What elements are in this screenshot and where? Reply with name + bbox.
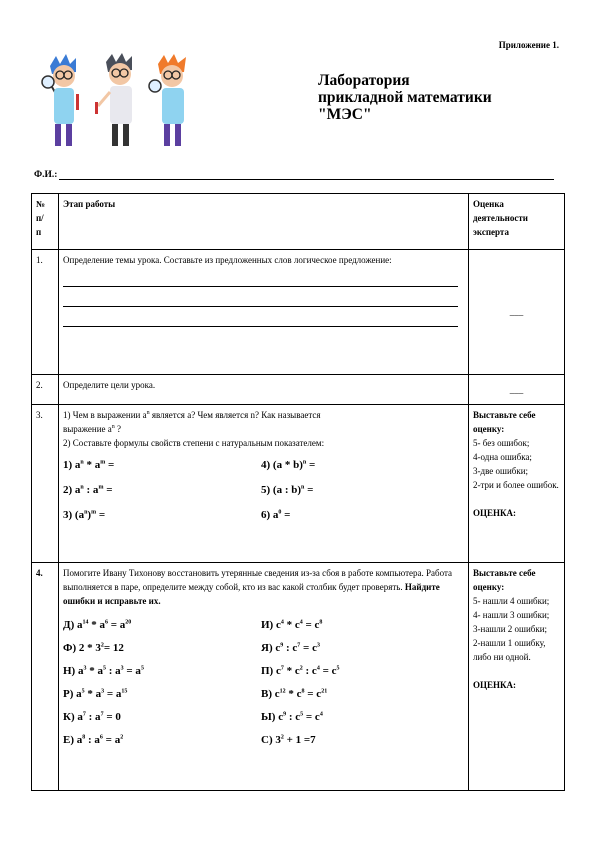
- exponent: 21: [321, 688, 328, 695]
- task-instruction: Найдите ошибки и исправьте их.: [63, 582, 440, 606]
- row-number: 1.: [32, 250, 59, 375]
- formula-part: =: [306, 459, 316, 471]
- equation-letter: С): [261, 734, 273, 746]
- equation-part: = 0: [103, 711, 121, 723]
- equation-item: [63, 664, 261, 678]
- exponent: 20: [125, 619, 132, 626]
- header-num-line: п/: [36, 213, 44, 223]
- header-num-line: п: [36, 227, 42, 237]
- row-grade: ___: [469, 375, 565, 405]
- table-row: [32, 250, 565, 375]
- formula-part: =: [103, 484, 113, 496]
- row-grade: [469, 405, 565, 563]
- equations-grid: [63, 618, 464, 747]
- exponent: 5: [102, 665, 106, 672]
- equation-part: c: [274, 688, 280, 700]
- equation-letter: Ф): [63, 642, 77, 654]
- equation-part: a: [76, 688, 82, 700]
- formula-part: =: [96, 509, 106, 521]
- answer-line[interactable]: [63, 267, 458, 287]
- exponent: 8: [301, 688, 305, 695]
- formula-6[interactable]: [261, 508, 461, 522]
- exponent: 7: [82, 711, 86, 718]
- grade-intro: Выставьте себе оценку:: [473, 568, 536, 592]
- grade-line: 3-нашли 2 ошибки;: [473, 624, 548, 634]
- table-row: [32, 375, 565, 405]
- equation-letter: Я): [261, 642, 273, 654]
- formula-part: 5) (a : b): [261, 484, 302, 496]
- exponent: 3: [83, 665, 87, 672]
- equation-item: [261, 641, 461, 655]
- row-number: 2.: [32, 375, 59, 405]
- equation-item: [63, 710, 261, 724]
- equation-letter: И): [261, 619, 274, 631]
- equation-item: [63, 641, 261, 655]
- equation-part: a: [77, 711, 83, 723]
- grade-line: 4- нашли 3 ошибки;: [473, 610, 550, 620]
- grade-label: ОЦЕНКА:: [473, 508, 517, 518]
- equation-part: : c: [286, 711, 301, 723]
- question-text: ?: [114, 424, 122, 434]
- equation-part: 2 * 3: [78, 642, 101, 654]
- appendix-label: Приложение 1.: [498, 40, 559, 50]
- scientist-kid-orange: [149, 54, 186, 146]
- exponent: 8: [82, 734, 86, 741]
- topic-task-text: Определение темы урока. Составьте из предложенных слов логическое предложение:: [63, 255, 392, 265]
- formula-3[interactable]: [63, 508, 261, 522]
- exponent: 12: [279, 688, 286, 695]
- equation-part: * c: [283, 619, 300, 631]
- exponent: m: [98, 484, 104, 491]
- formula-part: 4) (a * b): [261, 459, 303, 471]
- equation-part: + 1 =7: [283, 734, 316, 746]
- question-2: 2) Составьте формулы свойств степени с натуральным показателем:: [63, 438, 325, 448]
- equation-part: = c: [300, 642, 317, 654]
- exponent: 6: [99, 734, 103, 741]
- equation-part: = a: [102, 734, 121, 746]
- equation-part: = a: [123, 665, 141, 677]
- equation-part: c: [275, 642, 281, 654]
- lab-title-line: прикладной математики: [318, 89, 492, 106]
- exponent: 7: [100, 711, 104, 718]
- grade-line: 2-нашли 1 ошибку, либо ни одной.: [473, 638, 546, 662]
- grade-label: ОЦЕНКА:: [473, 680, 517, 690]
- grade-line: 4-одна ошибка;: [473, 452, 532, 462]
- equation-letter: Д): [63, 619, 75, 631]
- equation-part: a: [76, 619, 83, 631]
- answer-line[interactable]: [63, 307, 458, 327]
- exponent: 14: [82, 619, 89, 626]
- equation-part: = a: [107, 619, 126, 631]
- equation-letter: Е): [63, 734, 74, 746]
- question-1-cont: [63, 422, 464, 436]
- table-row: [32, 563, 565, 791]
- formula-2[interactable]: [63, 483, 261, 497]
- exponent: 7: [297, 642, 301, 649]
- formula-4[interactable]: [261, 458, 461, 472]
- exponent: 5: [336, 665, 340, 672]
- grade-line: 5- нашли 4 ошибки;: [473, 596, 550, 606]
- question-text: 1) Чем в выражении a: [63, 410, 147, 420]
- equation-part: = c: [304, 688, 322, 700]
- error-task-text: [63, 566, 464, 608]
- formula-part: : a: [83, 484, 99, 496]
- exponent: 4: [316, 665, 320, 672]
- equation-part: : c: [302, 665, 317, 677]
- equation-part: * a: [88, 619, 105, 631]
- equation-part: : a: [85, 711, 101, 723]
- exponent: 6: [104, 619, 108, 626]
- table-header-row: [32, 194, 565, 250]
- equation-part: = a: [104, 688, 122, 700]
- exponent: n: [80, 459, 84, 466]
- equation-part: * c: [285, 688, 302, 700]
- formula-part: =: [105, 459, 115, 471]
- header-stage: Этап работы: [59, 194, 469, 250]
- equation-item: [63, 733, 261, 747]
- exponent: 7: [280, 665, 284, 672]
- table-row: [32, 405, 565, 563]
- exponent: 2: [280, 734, 284, 741]
- equation-part: c: [275, 619, 281, 631]
- lab-title-line: Лаборатория: [318, 72, 410, 89]
- question-text: является a? Чем является n? Как называется: [149, 410, 321, 420]
- exponent: 9: [280, 642, 284, 649]
- equation-part: : a: [105, 665, 121, 677]
- formula-1[interactable]: [63, 458, 261, 472]
- equation-part: = 12: [103, 642, 124, 654]
- exponent: 0: [278, 509, 282, 516]
- formula-part: 6) a: [261, 509, 279, 521]
- formula-part: =: [304, 484, 314, 496]
- lab-title-line: "МЭС": [318, 106, 372, 123]
- question-text: выражение a: [63, 424, 112, 434]
- exponent: 3: [316, 642, 320, 649]
- exponent: n: [111, 424, 115, 430]
- exponent: 5: [140, 665, 144, 672]
- row-stage: [59, 405, 469, 563]
- exponent: n: [301, 484, 305, 491]
- exponent: 3: [101, 688, 105, 695]
- header-num: [32, 194, 59, 250]
- equation-part: : a: [85, 734, 100, 746]
- exponent: 15: [121, 688, 128, 695]
- row-stage: [59, 563, 469, 791]
- equation-part: a: [77, 665, 84, 677]
- exponent: n: [146, 410, 150, 416]
- equation-part: c: [275, 665, 281, 677]
- formula-5[interactable]: [261, 483, 461, 497]
- exponent: 8: [319, 619, 323, 626]
- equation-letter: В): [261, 688, 272, 700]
- exponent: m: [100, 459, 106, 466]
- equation-item: [261, 710, 461, 724]
- row-stage: [59, 250, 469, 375]
- exponent: 5: [81, 688, 85, 695]
- equation-part: 3: [275, 734, 281, 746]
- row-grade: ___: [469, 250, 565, 375]
- exponent: n: [302, 459, 307, 466]
- equation-letter: Н): [63, 665, 76, 677]
- equation-part: * a: [84, 688, 102, 700]
- equation-letter: Р): [63, 688, 74, 700]
- fio-label: Ф.И.:: [34, 170, 58, 180]
- formula-part: 3) (a: [63, 509, 85, 521]
- scientist-kid-dark: [95, 53, 132, 146]
- formula-part: 2) a: [63, 484, 81, 496]
- formula-part: ): [87, 509, 92, 521]
- exponent: n: [84, 509, 88, 516]
- equation-part: = c: [302, 619, 320, 631]
- fio-field[interactable]: [34, 170, 554, 180]
- scientist-kid-blue: [42, 54, 79, 146]
- row-stage: Определите цели урока.: [59, 375, 469, 405]
- exponent: 5: [300, 711, 304, 718]
- answer-line[interactable]: [63, 287, 458, 307]
- equation-item: [261, 733, 461, 747]
- worksheet-table: [31, 193, 565, 791]
- equation-part: : c: [283, 642, 298, 654]
- formula-part: =: [281, 509, 291, 521]
- exponent: 9: [283, 711, 287, 718]
- header-num-line: №: [36, 199, 46, 209]
- exponent: n: [80, 484, 84, 491]
- header-grade: Оценка деятельности эксперта: [469, 194, 565, 250]
- grade-line: 5- без ошибок;: [473, 438, 530, 448]
- equation-item: [63, 687, 261, 701]
- scientist-kids-illustration: [40, 52, 200, 160]
- formula-part: 1) a: [63, 459, 81, 471]
- equation-part: a: [76, 734, 83, 746]
- grade-line: 3-две ошибки;: [473, 466, 529, 476]
- equation-part: * c: [283, 665, 300, 677]
- exponent: 3: [120, 665, 124, 672]
- equation-letter: К): [63, 711, 75, 723]
- exponent: 4: [319, 711, 323, 718]
- exponent: 2: [100, 642, 104, 649]
- exponent: 4: [280, 619, 284, 626]
- grade-intro: Выставьте себе оценку:: [473, 410, 536, 434]
- row-grade: [469, 563, 565, 791]
- equation-item: [63, 618, 261, 632]
- row-number: 3.: [32, 405, 59, 563]
- equation-item: [261, 618, 461, 632]
- equation-letter: Ы): [261, 711, 276, 723]
- equation-item: [261, 664, 461, 678]
- fio-underline[interactable]: [59, 170, 554, 180]
- question-1: [63, 408, 464, 422]
- row-number: 4.: [32, 563, 59, 791]
- exponent: 2: [120, 734, 124, 741]
- formula-part: * a: [83, 459, 101, 471]
- formula-grid: [63, 458, 464, 522]
- task-text: Помогите Ивану Тихонову восстановить утерянные сведения из-за сбоя в работе компьютера. Работа выполняется в паре, определите между собой, кто из вас какой столбик будет проверять.: [63, 568, 453, 592]
- exponent: m: [91, 509, 97, 516]
- exponent: 2: [299, 665, 303, 672]
- exponent: 4: [299, 619, 303, 626]
- equation-part: * a: [86, 665, 103, 677]
- lab-title: [318, 72, 492, 123]
- equation-part: = c: [319, 665, 337, 677]
- equation-part: c: [278, 711, 284, 723]
- equation-part: = c: [303, 711, 320, 723]
- grade-line: 2-три и более ошибок.: [473, 480, 559, 490]
- equation-letter: П): [261, 665, 274, 677]
- equation-item: [261, 687, 461, 701]
